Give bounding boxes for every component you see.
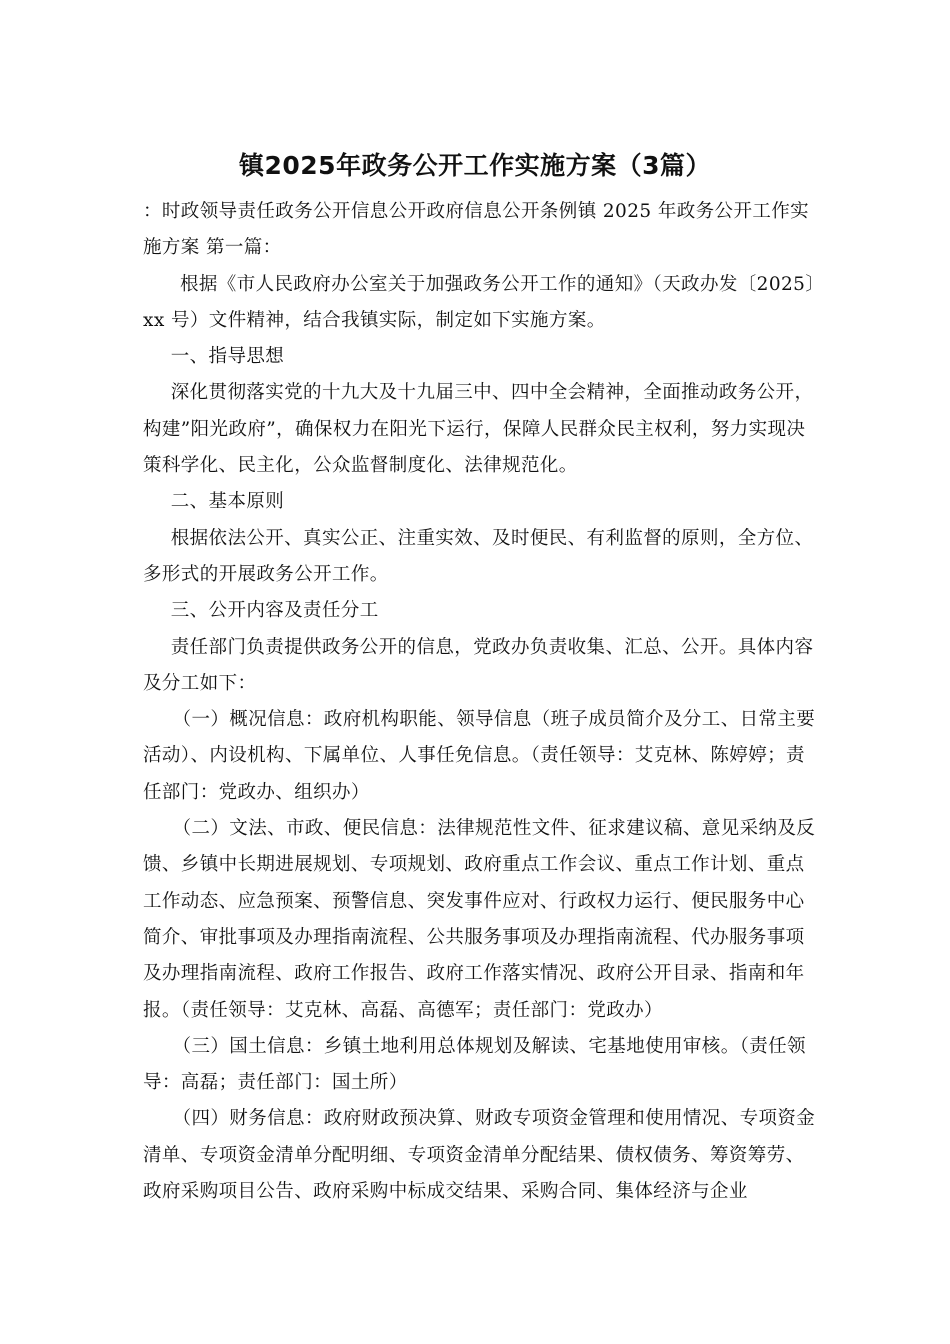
body-paragraph: 根据《市人民政府办公室关于加强政务公开工作的通知》（天政办发〔2025〕xx 号）文件精神，结合我镇实际，制定如下实施方案。 bbox=[143, 273, 815, 331]
body-paragraph: （二）文法、市政、便民信息：法律规范性文件、征求建议稿、意见采纳及反馈、乡镇中长期进展规划、专项规划、政府重点工作会议、重点工作计划、重点工作动态、应急预案、预警信息、突发事件应对、行政权力运行、便民服务中心简介、审批事项及办理指南流程、公共服务事项及办理指南流程、代办服务事项及办理指南流程、政府工作报告、政府工作落实情况、政府公开目录、指南和年报。（责任领导：艾克林、高磊、高德军；责任部门：党政办） bbox=[143, 818, 816, 1021]
body-paragraph: 根据依法公开、真实公正、注重实效、及时便民、有利监督的原则，全方位、多形式的开展政务公开工作。 bbox=[143, 527, 814, 585]
document-body bbox=[143, 194, 823, 1210]
section-heading: 二、基本原则 bbox=[170, 491, 285, 513]
body-paragraph: （一）概况信息：政府机构职能、领导信息（班子成员简介及分工、日常主要活动）、内设机构、下属单位、人事任免信息。（责任领导：艾克林、陈婷婷；责任部门：党政办、组织办） bbox=[143, 709, 816, 803]
document-title: 镇2025年政务公开工作实施方案（3篇） bbox=[239, 151, 711, 180]
body-paragraph: 深化贯彻落实党的十九大及十九届三中、四中全会精神，全面推动政务公开，构建”阳光政府”，确保权力在阳光下运行，保障人民群众民主权利，努力实现决策科学化、民主化，公众监督制度化、法律规范化。 bbox=[143, 382, 814, 477]
body-paragraph: 责任部门负责提供政务公开的信息，党政办负责收集、汇总、公开。具体内容及分工如下： bbox=[143, 636, 814, 694]
body-paragraph: （四）财务信息：政府财政预决算、财政专项资金管理和使用情况、专项资金清单、专项资金清单分配明细、专项资金清单分配结果、债权债务、筹资筹劳、政府采购项目公告、政府采购中标成交结果、采购合同、集体经济与企业 bbox=[143, 1108, 816, 1203]
intro-paragraph: ：时政领导责任政务公开信息公开政府信息公开条例镇 2025 年政务公开工作实施方案 第一篇： bbox=[143, 201, 810, 259]
section-heading: 三、公开内容及责任分工 bbox=[170, 600, 379, 622]
section-heading: 一、指导思想 bbox=[170, 346, 285, 368]
body-paragraph: （三）国土信息：乡镇土地利用总体规划及解读、宅基地使用审核。（责任领导：高磊；责任部门：国土所） bbox=[143, 1035, 806, 1094]
